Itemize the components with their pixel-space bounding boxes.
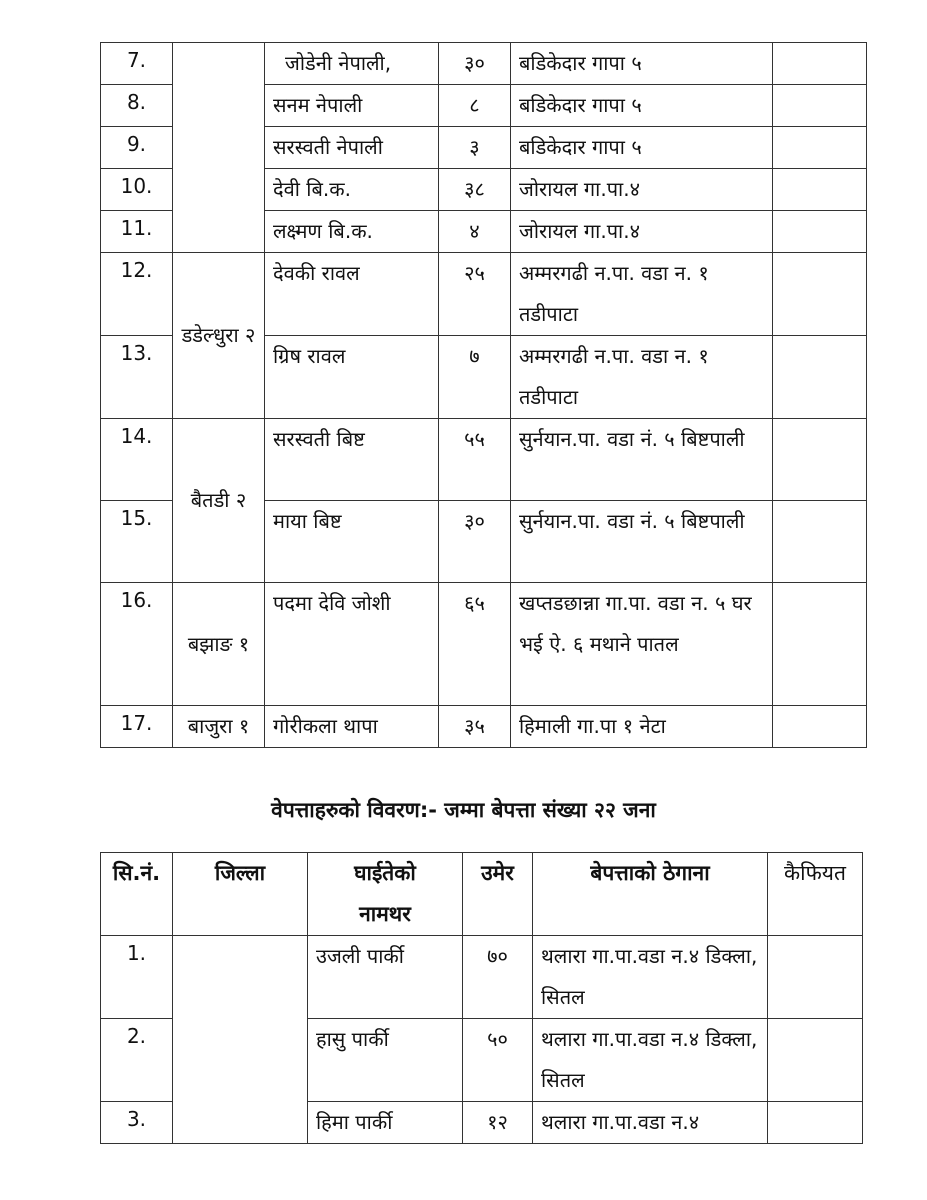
victim-age: ७ (439, 336, 511, 419)
district-cell: बझाङ १ (173, 583, 265, 706)
victim-age: ४ (439, 211, 511, 253)
victim-name: लक्ष्मण बि.क. (265, 211, 439, 253)
missing-person-name: उजली पार्की (308, 936, 463, 1019)
column-header-remark: कैफियत (768, 853, 863, 936)
serial-number: 9. (101, 127, 173, 169)
district-cell: बैतडी २ (173, 419, 265, 583)
column-header-serial: सि.नं. (101, 853, 173, 936)
victim-address: बडिकेदार गापा ५ (511, 127, 773, 169)
victim-address: जोरायल गा.पा.४ (511, 211, 773, 253)
remark-cell (773, 419, 867, 501)
serial-number: 1. (101, 936, 173, 1019)
remark-cell (773, 127, 867, 169)
table-header-row (101, 853, 863, 936)
remark-cell (773, 211, 867, 253)
missing-person-address: थलारा गा.पा.वडा न.४ डिक्ला, सितल (533, 1019, 768, 1102)
victim-age: ३ (439, 127, 511, 169)
table-row (101, 419, 867, 501)
serial-number: 15. (101, 501, 173, 583)
serial-number: 14. (101, 419, 173, 501)
missing-person-name: हासु पार्की (308, 1019, 463, 1102)
missing-person-age: ५० (463, 1019, 533, 1102)
remark-cell (768, 1019, 863, 1102)
column-header-age: उमेर (463, 853, 533, 936)
column-header-address: बेपत्ताको ठेगाना (533, 853, 768, 936)
victim-name: सनम नेपाली (265, 85, 439, 127)
serial-number: 8. (101, 85, 173, 127)
victim-name: माया बिष्ट (265, 501, 439, 583)
victim-name: सरस्वती नेपाली (265, 127, 439, 169)
missing-person-age: ७० (463, 936, 533, 1019)
remark-cell (773, 43, 867, 85)
victim-name: ग्रिष रावल (265, 336, 439, 419)
serial-number: 17. (101, 706, 173, 748)
serial-number: 3. (101, 1102, 173, 1144)
remark-cell (773, 253, 867, 336)
district-cell (173, 43, 265, 253)
missing-persons-heading: वेपत्ताहरुको विवरण:- जम्मा बेपत्ता संख्या २२ जना (271, 798, 656, 822)
column-header-district: जिल्ला (173, 853, 308, 936)
victim-address: अम्मरगढी न.पा. वडा न. १ तडीपाटा (511, 336, 773, 419)
serial-number: 10. (101, 169, 173, 211)
victim-age: ३० (439, 43, 511, 85)
district-cell (173, 936, 308, 1144)
victim-name: देवी बि.क. (265, 169, 439, 211)
victim-address: सुर्नयान.पा. वडा नं. ५ बिष्टपाली (511, 419, 773, 501)
table-row (101, 43, 867, 85)
serial-number: 12. (101, 253, 173, 336)
victim-name: देवकी रावल (265, 253, 439, 336)
district-cell: बाजुरा १ (173, 706, 265, 748)
district-cell: डडेल्धुरा २ (173, 253, 265, 419)
victim-age: ५५ (439, 419, 511, 501)
remark-cell (773, 169, 867, 211)
serial-number: 16. (101, 583, 173, 706)
remark-cell (773, 706, 867, 748)
victim-address: बडिकेदार गापा ५ (511, 85, 773, 127)
victim-address: अम्मरगढी न.पा. वडा न. १ तडीपाटा (511, 253, 773, 336)
table-row (101, 253, 867, 336)
serial-number: 2. (101, 1019, 173, 1102)
table-row (101, 583, 867, 706)
missing-person-address: थलारा गा.पा.वडा न.४ डिक्ला, सितल (533, 936, 768, 1019)
remark-cell (768, 1102, 863, 1144)
victim-name: गोरीकला थापा (265, 706, 439, 748)
missing-person-age: १२ (463, 1102, 533, 1144)
remark-cell (768, 936, 863, 1019)
victims-table-continued (100, 42, 867, 748)
victim-address: जोरायल गा.पा.४ (511, 169, 773, 211)
column-header-name: घाईतेको नामथर (308, 853, 463, 936)
table-row (101, 936, 863, 1019)
victim-name: सरस्वती बिष्ट (265, 419, 439, 501)
remark-cell (773, 583, 867, 706)
victim-age: ३५ (439, 706, 511, 748)
missing-person-address: थलारा गा.पा.वडा न.४ (533, 1102, 768, 1144)
serial-number: 7. (101, 43, 173, 85)
remark-cell (773, 85, 867, 127)
serial-number: 11. (101, 211, 173, 253)
victim-name: जोडेनी नेपाली, (265, 43, 439, 85)
victim-age: ६५ (439, 583, 511, 706)
table-row (101, 706, 867, 748)
victim-age: २५ (439, 253, 511, 336)
missing-persons-table (100, 852, 863, 1144)
missing-person-name: हिमा पार्की (308, 1102, 463, 1144)
remark-cell (773, 501, 867, 583)
remark-cell (773, 336, 867, 419)
victim-age: ८ (439, 85, 511, 127)
victim-address: खप्तडछान्ना गा.पा. वडा न. ५ घर भई ऐ. ६ मथाने पातल (511, 583, 773, 706)
victim-age: ३८ (439, 169, 511, 211)
victim-address: सुर्नयान.पा. वडा नं. ५ बिष्टपाली (511, 501, 773, 583)
serial-number: 13. (101, 336, 173, 419)
victim-address: बडिकेदार गापा ५ (511, 43, 773, 85)
victim-age: ३० (439, 501, 511, 583)
victim-name: पदमा देवि जोशी (265, 583, 439, 706)
victim-address: हिमाली गा.पा १ नेटा (511, 706, 773, 748)
